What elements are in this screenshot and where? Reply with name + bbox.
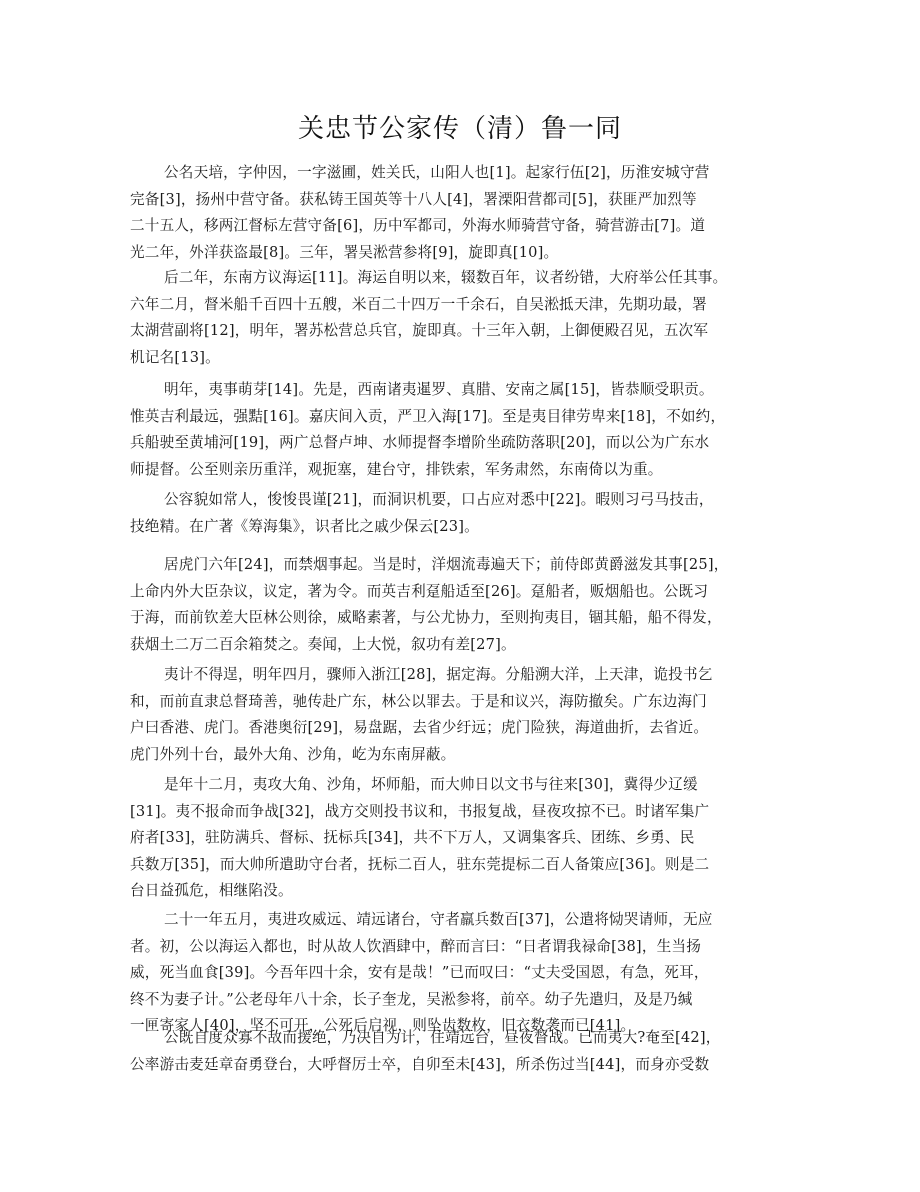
text-line: 获烟土二万二百余箱焚之。奏闻，上大悦，叙功有差[27]。 [130, 635, 516, 653]
text-line: 机记名[13]。 [130, 348, 220, 366]
text-line: 威，死当血食[39]。今吾年四十余，安有是哉！”已而叹曰：“丈夫受国恩，有急，死耳， [130, 964, 709, 981]
text-line: 是年十二月，夷攻大角、沙角，坏师船，而大帅日以文书与往来[30]，冀得少辽缓 [164, 776, 698, 793]
text-line: 公容貌如常人，悛悛畏谨[21]，而洞识机要，口占应对悉中[22]。暇则习弓马技击， [164, 491, 714, 508]
text-line: 惟英吉利最远，强黠[16]。嘉庆间入贡，严卫入海[17]。至是夷目律劳卑来[18]，不如约， [130, 407, 726, 425]
text-line: 光二年，外洋获盗最[8]。三年，署吴淞营参将[9]，旋即真[10]。 [130, 243, 559, 261]
text-line: [31]。夷不报命而争战[32]，战方交则投书议和，书报复战，昼夜攻掠不已。时诸军集广 [130, 802, 710, 820]
text-line: 公既自度众寡不敌而援绝，乃决自为计，住靖远台，昼夜督战。已而夷大?奄至[42]， [164, 1029, 721, 1046]
text-line: 一匣寄家人[40]，坚不可开，公死后启视，则坠齿数枚，旧衣数袭而已[41]。 [130, 1017, 636, 1034]
text-line: 夷计不得逞，明年四月，骤师入浙江[28]，据定海。分船溯大洋，上天津，诡投书乞 [164, 666, 713, 683]
text-line: 公率游击麦廷章奋勇登台，大呼督厉士卒，自卯至未[43]，所杀伤过当[44]，而身亦受数 [130, 1055, 710, 1073]
text-line: 明年，夷事萌芽[14]。先是，西南诸夷暹罗、真腊、安南之属[15]，皆恭顺受职贡。 [164, 381, 714, 398]
text-line: 者。初，公以海运入都也，时从故人饮酒肆中，醉而言曰：“日者谓我禄命[38]，生当扬 [130, 937, 701, 955]
text-line: 居虎门六年[24]，而禁烟事起。当是时，洋烟流毒遍天下；前侍郎黄爵滋发其事[25]， [164, 556, 729, 573]
document-title: 关忠节公家传（清）鲁一同 [297, 114, 622, 144]
text-line: 太湖营副将[12]，明年，署苏松营总兵官，旋即真。十三年入朝，上御便殿召见，五次军 [130, 322, 709, 339]
text-line: 公名天培，字仲因，一字滋圃，姓关氏，山阳人也[1]。起家行伍[2]，历淮安城守营 [164, 164, 710, 181]
text-line: 上命内外大臣杂议，议定，著为令。而英吉利趸船适至[26]。趸船者，贩烟船也。公既习 [130, 582, 709, 600]
text-line: 和，而前直隶总督琦善，驰传赴广东，林公以罪去。于是和议兴，海防撤矣。广东边海门 [130, 692, 707, 710]
text-line: 师提督。公至则亲历重洋，观扼塞，建台守，排铁索，军务肃然，东南倚以为重。 [130, 460, 663, 478]
text-line: 后二年，东南方议海运[11]。海运自明以来，辍数百年，议者纷错，大府举公任其事。 [164, 269, 728, 286]
text-line: 户曰香港、虎门。香港奥衍[29]，易盘踞，去省少纡远；虎门险狭，海道曲折，去省近。 [130, 719, 709, 736]
text-line: 台日益孤危，相继陷没。 [130, 882, 293, 899]
text-line: 于海，而前钦差大臣林公则徐，威略素著，与公尤协力，至则拘夷目，锢其船，船不得发， [130, 609, 722, 626]
text-line: 兵船驶至黄埔河[19]，两广总督卢坤、水师提督李增阶坐疏防落职[20]，而以公为广东水 [130, 434, 710, 451]
text-line: 府者[33]，驻防满兵、督标、抚标兵[34]，共不下万人，又调集客兵、团练、乡勇、民 [130, 829, 695, 846]
text-line: 二十一年五月，夷进攻威远、靖远诸台，守者羸兵数百[37]，公遣将恸哭请师，无应 [164, 911, 713, 928]
text-line: 二十五人，移两江督标左营守备[6]，历中军都司，外海水师骑营守备，骑营游击[7]。道 [130, 217, 706, 234]
text-line: 完备[3]，扬州中营守备。获私铸王国英等十八人[4]，署溧阳营都司[5]，获匪严加烈等 [130, 190, 697, 208]
text-line: 技绝精。在广著《筹海集》，识者比之戚少保云[23]。 [130, 517, 479, 535]
text-line: 虎门外列十台，最外大角、沙角，屹为东南屏蔽。 [130, 745, 456, 763]
text-line: 六年二月，督米船千百四十五艘，米百二十四万一千余石，自吴淞抵天津，先期功最，署 [130, 295, 707, 313]
text-line: 终不为妻子计。”公老母年八十余，长子奎龙，吴淞参将，前卒。幼子先遣归，及是乃缄 [130, 990, 693, 1008]
text-line: 兵数万[35]，而大帅所遣助守台者，抚标二百人，驻东莞提标二百人备策应[36]。则是二 [130, 855, 710, 873]
